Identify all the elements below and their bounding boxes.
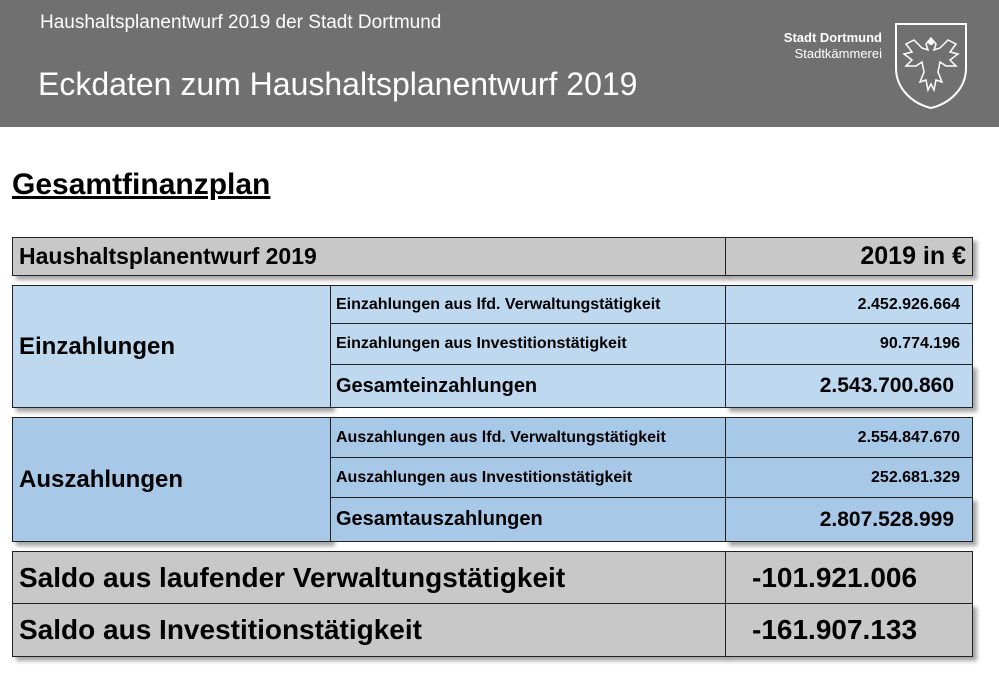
saldo-row-value bbox=[725, 603, 973, 657]
auszahlungen-row-2-label: Auszahlungen aus Investitionstätigkeit bbox=[336, 468, 633, 486]
table-row-value bbox=[725, 457, 973, 498]
auszahlungen-group-label bbox=[12, 417, 331, 542]
slide-title: Eckdaten zum Haushaltsplanentwurf 2019 bbox=[38, 66, 638, 102]
table-row-total-value bbox=[725, 364, 973, 408]
brand-text bbox=[782, 30, 882, 62]
auszahlungen-group-text: Auszahlungen bbox=[19, 465, 184, 493]
einzahlungen-total-value: 2.543.700.860 bbox=[819, 374, 954, 397]
table-row bbox=[330, 285, 726, 324]
saldo-row-value bbox=[725, 551, 973, 604]
table-row-value bbox=[725, 285, 973, 324]
section-title: Gesamtfinanzplan bbox=[12, 168, 271, 201]
einzahlungen-row-2-label: Einzahlungen aus Investitionstätigkeit bbox=[336, 335, 627, 352]
saldo-inv-label: Saldo aus Investitionstätigkeit bbox=[19, 614, 422, 645]
einzahlungen-group-text: Einzahlungen bbox=[19, 332, 175, 360]
auszahlungen-total-value: 2.807.528.999 bbox=[819, 507, 954, 531]
einzahlungen-row-2-value: 90.774.196 bbox=[879, 335, 960, 352]
table-row-total bbox=[330, 497, 726, 542]
table-header-year bbox=[725, 237, 973, 276]
table-header-label-text: Haushaltsplanentwurf 2019 bbox=[19, 243, 317, 269]
saldo-inv-value: -161.907.133 bbox=[752, 614, 918, 645]
saldo-row-label bbox=[12, 551, 726, 604]
auszahlungen-total-label: Gesamtauszahlungen bbox=[336, 508, 543, 530]
auszahlungen-row-1-label: Auszahlungen aus lfd. Verwaltungstätigkeit bbox=[336, 428, 666, 446]
presentation-subtitle: Haushaltsplanentwurf 2019 der Stadt Dortmund bbox=[40, 12, 442, 33]
brand-department: Stadtkämmerei bbox=[794, 46, 882, 61]
einzahlungen-row-1-label: Einzahlungen aus lfd. Verwaltungstätigkeit bbox=[336, 295, 661, 313]
table-header-year-text: 2019 in € bbox=[860, 242, 966, 270]
saldo-lfd-value: -101.921.006 bbox=[752, 561, 918, 593]
saldo-lfd-label: Saldo aus laufender Verwaltungstätigkeit bbox=[19, 561, 566, 593]
table-header-label bbox=[12, 237, 726, 276]
saldo-row-label bbox=[12, 603, 726, 657]
table-row bbox=[330, 457, 726, 498]
table-row-total-value bbox=[725, 497, 973, 542]
brand-name: Stadt Dortmund bbox=[783, 30, 882, 45]
auszahlungen-row-2-value: 252.681.329 bbox=[871, 468, 960, 486]
auszahlungen-row-1-value: 2.554.847.670 bbox=[857, 428, 960, 446]
einzahlungen-total-label: Gesamteinzahlungen bbox=[336, 374, 538, 397]
einzahlungen-row-1-value: 2.452.926.664 bbox=[857, 295, 960, 313]
einzahlungen-group-label bbox=[12, 285, 331, 408]
header-bar bbox=[0, 0, 999, 127]
table-row-total bbox=[330, 364, 726, 408]
table-row-value bbox=[725, 323, 973, 365]
eagle-crest-icon bbox=[892, 20, 970, 110]
table-row bbox=[330, 417, 726, 458]
table-row-value bbox=[725, 417, 973, 458]
table-row bbox=[330, 323, 726, 365]
